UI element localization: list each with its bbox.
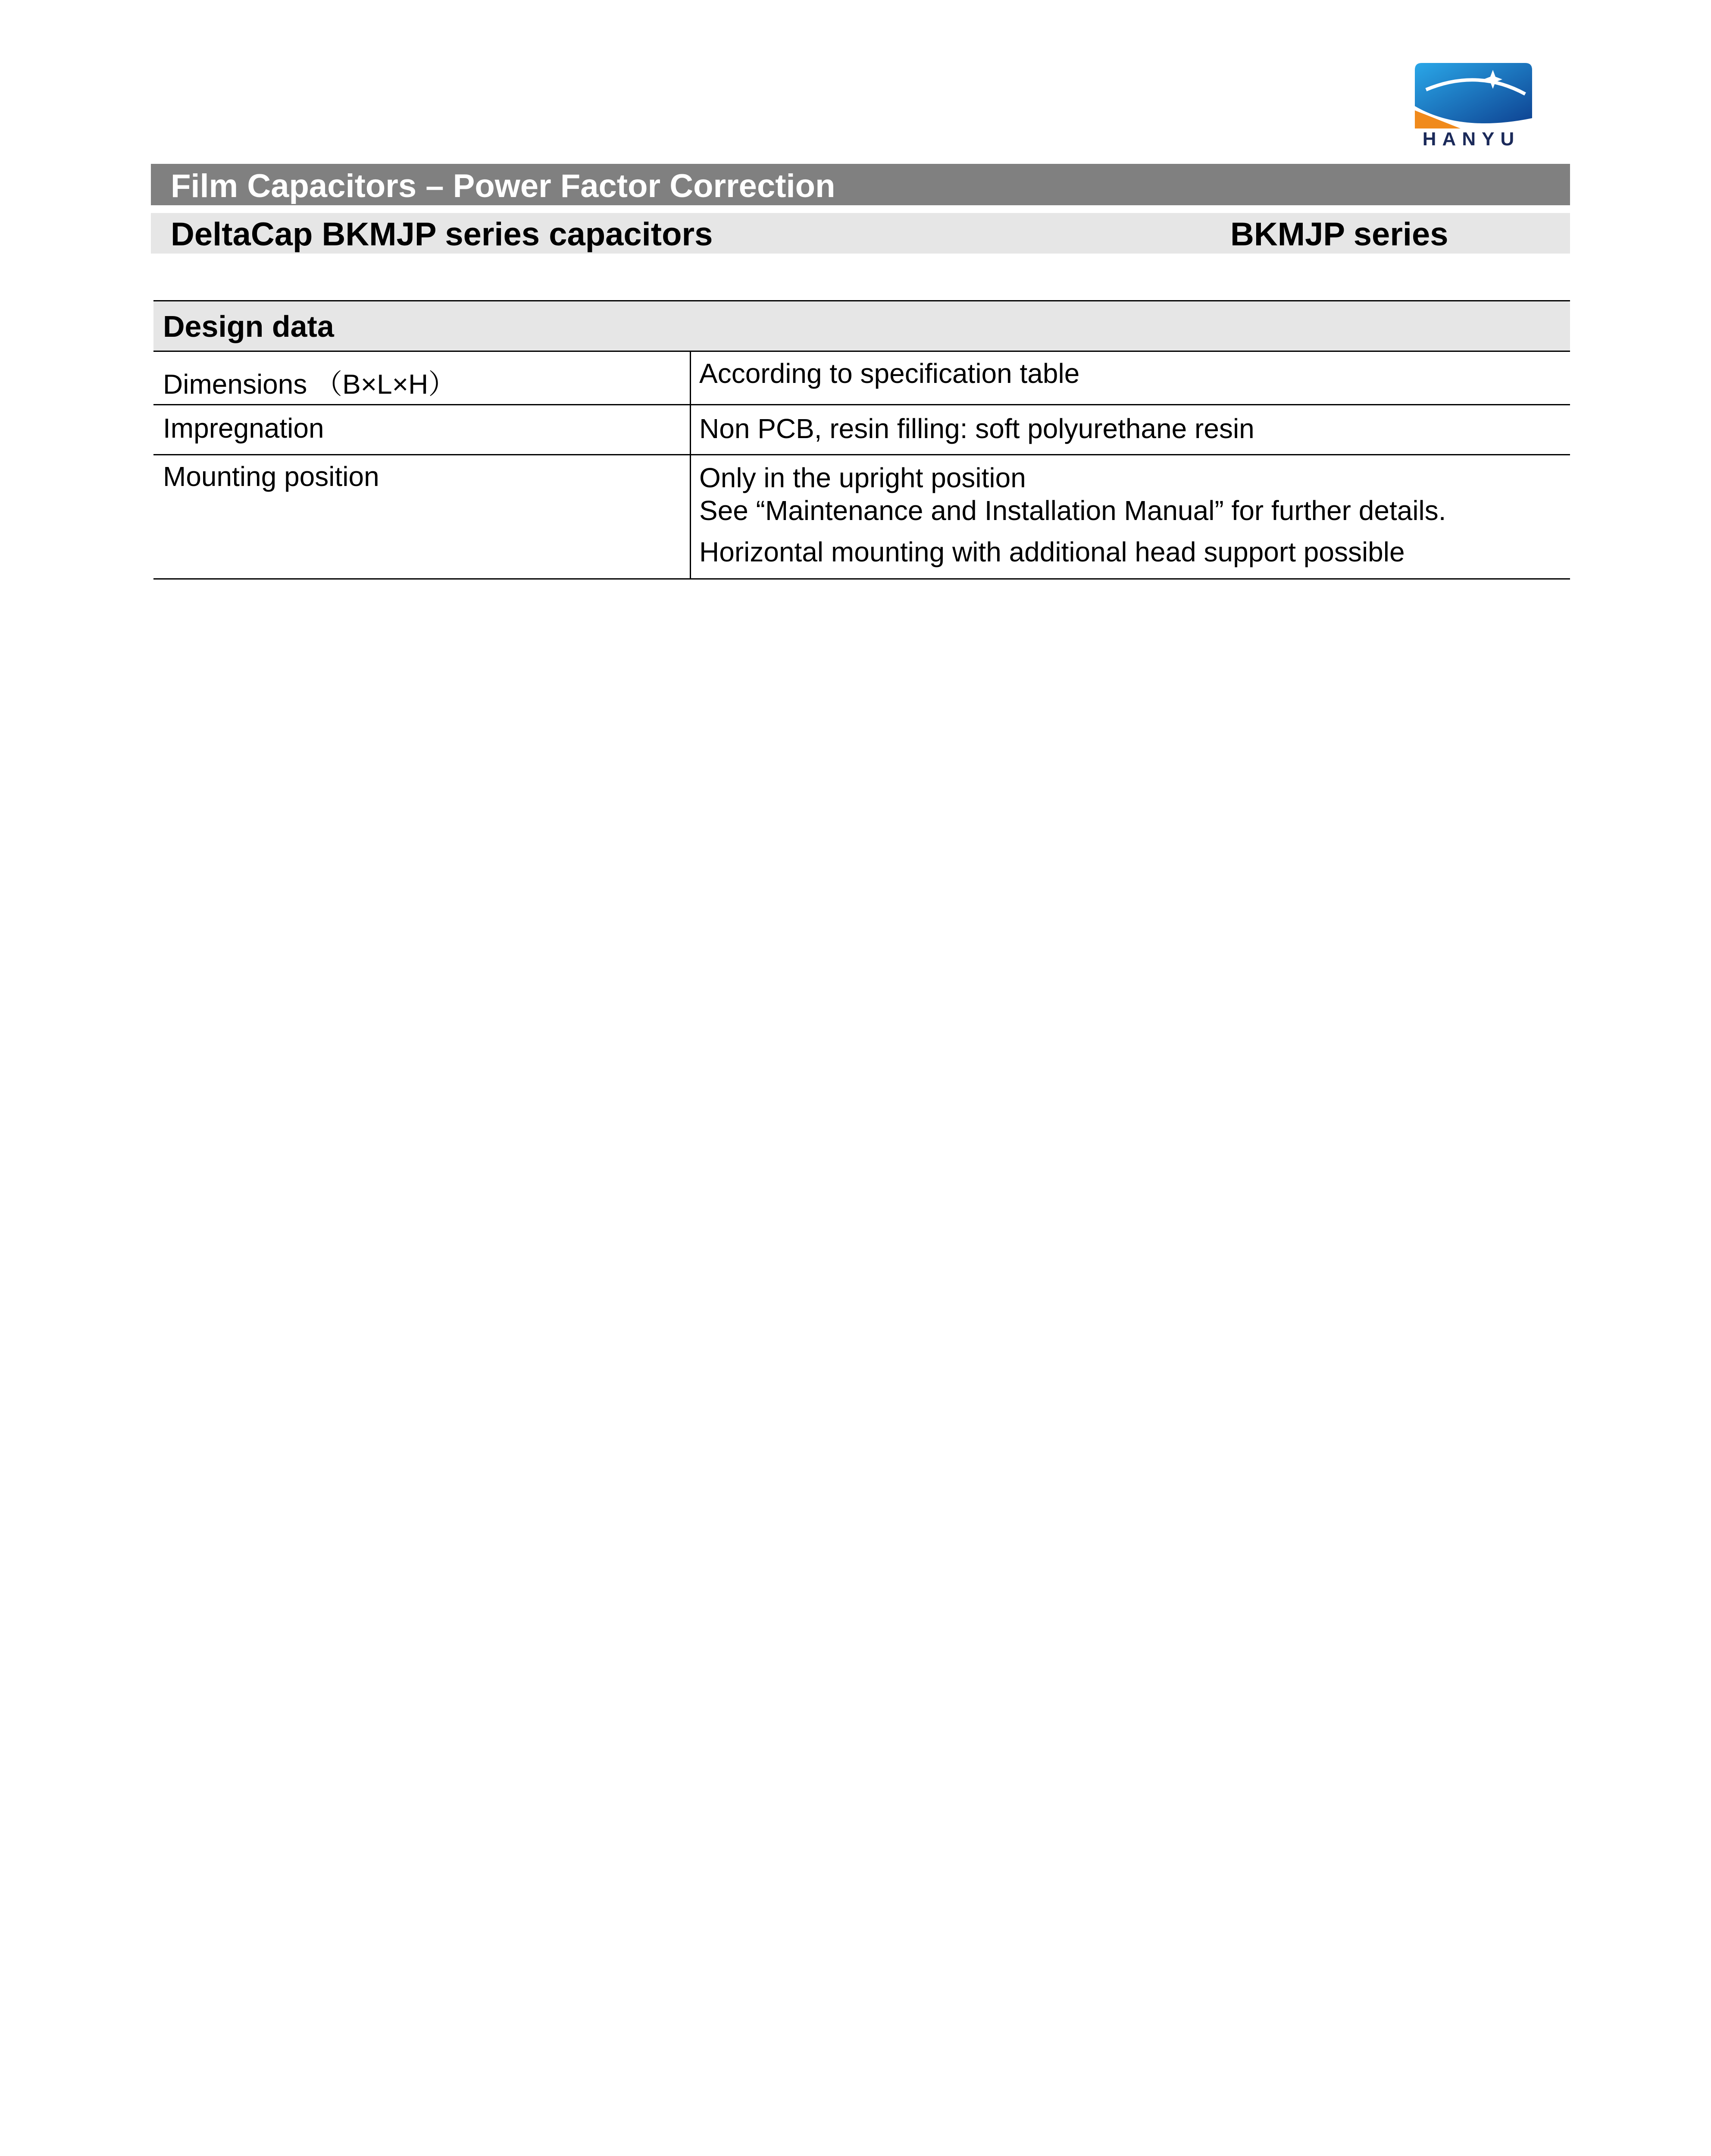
row-value-line: See “Maintenance and Installation Manual” for further details. bbox=[699, 495, 1446, 526]
table-row bbox=[153, 405, 1570, 455]
row-value-line: Only in the upright position bbox=[699, 462, 1026, 493]
table-heading: Design data bbox=[163, 310, 334, 343]
doc-subtitle: DeltaCap BKMJP series capacitors bbox=[171, 216, 713, 253]
logo-wordmark: HANYU bbox=[1422, 128, 1520, 150]
column-divider bbox=[690, 352, 691, 580]
series-label: BKMJP series bbox=[1230, 216, 1448, 253]
row-value: Non PCB, resin filling: soft polyurethane resin bbox=[699, 413, 1254, 444]
row-label: Impregnation bbox=[163, 413, 324, 444]
table-header bbox=[153, 300, 1570, 352]
row-value: According to specification table bbox=[699, 358, 1080, 389]
table-row bbox=[153, 352, 1570, 405]
doc-title: Film Capacitors – Power Factor Correction bbox=[171, 168, 835, 204]
table-row bbox=[153, 455, 1570, 580]
row-label: Dimensions （B×L×H） bbox=[163, 369, 456, 400]
title-band bbox=[151, 164, 1570, 205]
subtitle-band bbox=[151, 213, 1570, 254]
row-label: Mounting position bbox=[163, 461, 379, 492]
row-value-line: Horizontal mounting with additional head support possible bbox=[699, 536, 1405, 567]
